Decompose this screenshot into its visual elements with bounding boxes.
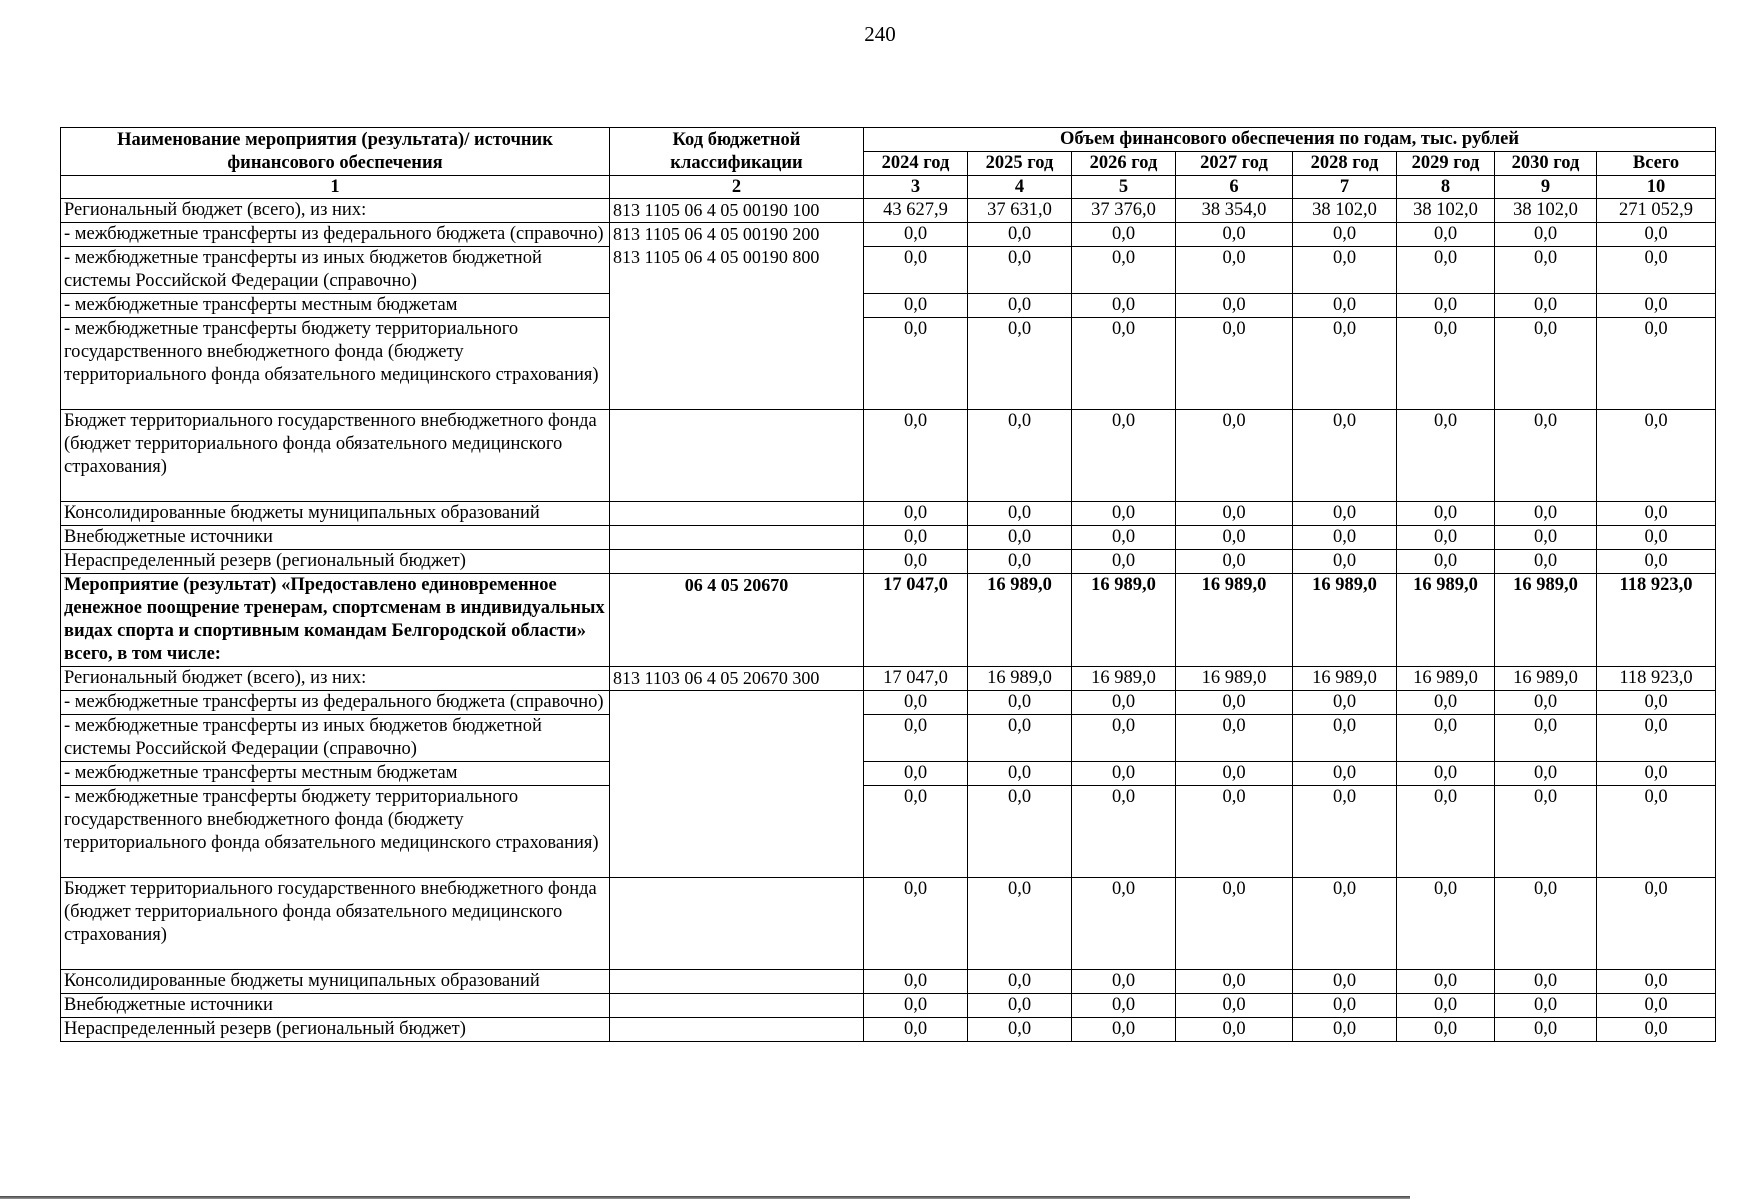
- total-value: 0,0: [1597, 878, 1716, 970]
- year-value: 43 627,9: [864, 199, 968, 223]
- year-value: 0,0: [1495, 223, 1597, 247]
- year-value: 0,0: [968, 715, 1072, 762]
- year-value: 16 989,0: [1397, 667, 1495, 691]
- row-name: Бюджет территориального государственного внебюджетного фонда (бюджет территориального фонда обязательного медицинского страхования): [61, 410, 610, 502]
- total-value: 0,0: [1597, 1018, 1716, 1042]
- year-value: 37 376,0: [1072, 199, 1176, 223]
- table-row: [61, 502, 1716, 526]
- year-value: 0,0: [1397, 970, 1495, 994]
- row-name: - межбюджетные трансферты из иных бюджетов бюджетной системы Российской Федерации (справочно): [61, 247, 610, 294]
- table-row: [61, 318, 1716, 410]
- year-value: 0,0: [1293, 970, 1397, 994]
- year-value: 16 989,0: [1072, 667, 1176, 691]
- year-value: 38 102,0: [1293, 199, 1397, 223]
- year-value: 0,0: [1495, 526, 1597, 550]
- row-name: Внебюджетные источники: [61, 994, 610, 1018]
- year-value: 0,0: [1293, 294, 1397, 318]
- year-value: 0,0: [1176, 691, 1293, 715]
- column-index: 10: [1597, 176, 1716, 199]
- row-name: - межбюджетные трансферты местным бюджетам: [61, 762, 610, 786]
- year-value: 38 102,0: [1495, 199, 1597, 223]
- year-value: 0,0: [968, 691, 1072, 715]
- table-row: [61, 667, 1716, 691]
- year-value: 0,0: [1072, 970, 1176, 994]
- year-value: 0,0: [1072, 715, 1176, 762]
- year-value: 38 102,0: [1397, 199, 1495, 223]
- year-value: 0,0: [1397, 691, 1495, 715]
- year-value: 0,0: [1293, 550, 1397, 574]
- total-value: 0,0: [1597, 410, 1716, 502]
- table-row: [61, 994, 1716, 1018]
- total-value: 118 923,0: [1597, 574, 1716, 667]
- year-value: 0,0: [864, 294, 968, 318]
- year-value: 16 989,0: [1176, 574, 1293, 667]
- year-value: 0,0: [1397, 550, 1495, 574]
- year-value: 0,0: [1495, 786, 1597, 878]
- year-value: 0,0: [1072, 994, 1176, 1018]
- year-value: 0,0: [1293, 762, 1397, 786]
- total-value: 271 052,9: [1597, 199, 1716, 223]
- year-value: 0,0: [1176, 762, 1293, 786]
- year-value: 0,0: [968, 526, 1072, 550]
- year-value: 0,0: [1293, 786, 1397, 878]
- year-value: 0,0: [968, 994, 1072, 1018]
- budget-code-empty: [610, 994, 864, 1018]
- total-value: 0,0: [1597, 294, 1716, 318]
- year-value: 0,0: [864, 994, 968, 1018]
- year-value: 0,0: [1176, 318, 1293, 410]
- year-value: 0,0: [1397, 318, 1495, 410]
- year-value: 0,0: [1397, 502, 1495, 526]
- financing-table: [60, 127, 1716, 1042]
- column-index: 6: [1176, 176, 1293, 199]
- year-value: 0,0: [864, 550, 968, 574]
- year-value: 0,0: [1495, 878, 1597, 970]
- year-value: 0,0: [1176, 502, 1293, 526]
- year-value: 0,0: [1397, 410, 1495, 502]
- year-value: 0,0: [1397, 294, 1495, 318]
- year-value: 0,0: [864, 223, 968, 247]
- row-name: - межбюджетные трансферты бюджету территориального государственного внебюджетного фонда (бюджету территориального фонда обязательного медицинского страхования): [61, 318, 610, 410]
- year-value: 0,0: [968, 247, 1072, 294]
- year-value: 0,0: [1072, 223, 1176, 247]
- year-value: 0,0: [968, 762, 1072, 786]
- budget-code-empty: [610, 410, 864, 502]
- row-name: - межбюджетные трансферты из иных бюджетов бюджетной системы Российской Федерации (справочно): [61, 715, 610, 762]
- year-value: 16 989,0: [1176, 667, 1293, 691]
- column-index: 3: [864, 176, 968, 199]
- header-year: 2024 год: [864, 152, 968, 176]
- year-value: 16 989,0: [968, 574, 1072, 667]
- year-value: 0,0: [1397, 762, 1495, 786]
- budget-code: 813 1105 06 4 05 00190 200: [613, 224, 820, 244]
- year-value: 17 047,0: [864, 667, 968, 691]
- year-value: 37 631,0: [968, 199, 1072, 223]
- total-value: 0,0: [1597, 786, 1716, 878]
- year-value: 16 989,0: [1072, 574, 1176, 667]
- year-value: 16 989,0: [1495, 667, 1597, 691]
- year-value: 0,0: [1176, 410, 1293, 502]
- year-value: 0,0: [864, 878, 968, 970]
- year-value: 0,0: [968, 318, 1072, 410]
- year-value: 0,0: [1495, 294, 1597, 318]
- budget-code: 813 1105 06 4 05 00190 800: [613, 247, 820, 267]
- header-year: 2027 год: [1176, 152, 1293, 176]
- year-value: 0,0: [1495, 410, 1597, 502]
- row-name: Региональный бюджет (всего), из них:: [61, 199, 610, 223]
- year-value: 0,0: [864, 786, 968, 878]
- row-name: Консолидированные бюджеты муниципальных образований: [61, 502, 610, 526]
- budget-code-empty: [610, 550, 864, 574]
- table-row: [61, 526, 1716, 550]
- budget-code: 813 1105 06 4 05 00190 100: [610, 199, 864, 223]
- year-value: 0,0: [1176, 994, 1293, 1018]
- measure-name: Мероприятие (результат) «Предоставлено единовременное денежное поощрение тренерам, спортсменам в индивидуальных видах спорта и спортивным командам Белгородской области» всего, в том числе:: [61, 574, 610, 667]
- header-name: Наименование мероприятия (результата)/ источник финансового обеспечения: [61, 128, 610, 176]
- row-name: Внебюджетные источники: [61, 526, 610, 550]
- row-name: Нераспределенный резерв (региональный бюджет): [61, 550, 610, 574]
- year-value: 0,0: [1176, 786, 1293, 878]
- year-value: 0,0: [1397, 247, 1495, 294]
- year-value: 0,0: [864, 247, 968, 294]
- year-value: 0,0: [1293, 247, 1397, 294]
- table-header: [61, 128, 1716, 199]
- year-value: 0,0: [1176, 526, 1293, 550]
- year-value: 0,0: [968, 502, 1072, 526]
- year-value: 16 989,0: [1495, 574, 1597, 667]
- year-value: 0,0: [1176, 970, 1293, 994]
- year-value: 0,0: [1072, 410, 1176, 502]
- column-index: 2: [610, 176, 864, 199]
- row-name: - межбюджетные трансферты местным бюджетам: [61, 294, 610, 318]
- year-value: 0,0: [1072, 1018, 1176, 1042]
- year-value: 38 354,0: [1176, 199, 1293, 223]
- year-value: 0,0: [1176, 223, 1293, 247]
- year-value: 0,0: [1495, 1018, 1597, 1042]
- year-value: 0,0: [1072, 691, 1176, 715]
- year-value: 0,0: [1072, 878, 1176, 970]
- year-value: 0,0: [864, 715, 968, 762]
- year-value: 0,0: [1176, 878, 1293, 970]
- year-value: 0,0: [1397, 878, 1495, 970]
- page-number: 240: [864, 22, 896, 46]
- year-value: 0,0: [968, 294, 1072, 318]
- year-value: 0,0: [968, 1018, 1072, 1042]
- year-value: 0,0: [968, 410, 1072, 502]
- measure-row: [61, 574, 1716, 667]
- year-value: 0,0: [1072, 762, 1176, 786]
- budget-code-empty: [610, 1018, 864, 1042]
- header-year: 2026 год: [1072, 152, 1176, 176]
- row-name: Бюджет территориального государственного внебюджетного фонда (бюджет территориального фонда обязательного медицинского страхования): [61, 878, 610, 970]
- table-row: [61, 294, 1716, 318]
- table-row: [61, 550, 1716, 574]
- year-value: 0,0: [1072, 318, 1176, 410]
- year-value: 0,0: [1397, 994, 1495, 1018]
- year-value: 0,0: [1495, 318, 1597, 410]
- year-value: 0,0: [1176, 715, 1293, 762]
- year-value: 0,0: [1293, 994, 1397, 1018]
- row-name: - межбюджетные трансферты из федерального бюджета (справочно): [61, 691, 610, 715]
- table-row: [61, 223, 1716, 247]
- column-index: 9: [1495, 176, 1597, 199]
- year-value: 0,0: [864, 318, 968, 410]
- header-year: 2030 год: [1495, 152, 1597, 176]
- budget-code-empty: [610, 970, 864, 994]
- year-value: 0,0: [1397, 786, 1495, 878]
- header-year: 2028 год: [1293, 152, 1397, 176]
- header-year: 2025 год: [968, 152, 1072, 176]
- total-value: 0,0: [1597, 994, 1716, 1018]
- year-value: 0,0: [1293, 526, 1397, 550]
- year-value: 0,0: [1293, 1018, 1397, 1042]
- total-value: 0,0: [1597, 318, 1716, 410]
- year-value: 0,0: [864, 762, 968, 786]
- row-name: - межбюджетные трансферты из федерального бюджета (справочно): [61, 223, 610, 247]
- budget-code: 813 1103 06 4 05 20670 300: [610, 667, 864, 691]
- year-value: 0,0: [1397, 526, 1495, 550]
- total-value: 0,0: [1597, 247, 1716, 294]
- table-body: [61, 199, 1716, 1042]
- year-value: 0,0: [1293, 715, 1397, 762]
- total-value: 0,0: [1597, 762, 1716, 786]
- header-volume: Объем финансового обеспечения по годам, тыс. рублей: [864, 128, 1716, 152]
- year-value: 0,0: [864, 1018, 968, 1042]
- header-code: Код бюджетной классификации: [610, 128, 864, 176]
- year-value: 0,0: [968, 786, 1072, 878]
- year-value: 0,0: [1495, 691, 1597, 715]
- table-row: [61, 247, 1716, 294]
- year-value: 0,0: [1072, 502, 1176, 526]
- year-value: 0,0: [1176, 247, 1293, 294]
- year-value: 0,0: [1293, 223, 1397, 247]
- year-value: 0,0: [1397, 1018, 1495, 1042]
- header-year: 2029 год: [1397, 152, 1495, 176]
- measure-code: 06 4 05 20670: [610, 574, 864, 667]
- column-index: 4: [968, 176, 1072, 199]
- budget-code-empty: [610, 878, 864, 970]
- year-value: 0,0: [864, 410, 968, 502]
- budget-code-group: [610, 223, 864, 410]
- table-row: [61, 691, 1716, 715]
- year-value: 0,0: [1293, 878, 1397, 970]
- year-value: 16 989,0: [1293, 574, 1397, 667]
- year-value: 0,0: [1495, 762, 1597, 786]
- year-value: 0,0: [864, 691, 968, 715]
- year-value: 0,0: [1293, 502, 1397, 526]
- year-value: 0,0: [1072, 247, 1176, 294]
- year-value: 0,0: [968, 970, 1072, 994]
- table-row: [61, 762, 1716, 786]
- column-index: 5: [1072, 176, 1176, 199]
- year-value: 0,0: [1293, 410, 1397, 502]
- table-row: [61, 1018, 1716, 1042]
- column-index: 7: [1293, 176, 1397, 199]
- total-value: 0,0: [1597, 970, 1716, 994]
- table-row: [61, 878, 1716, 970]
- table-row: [61, 715, 1716, 762]
- footer-rule: [0, 1196, 1410, 1199]
- year-value: 0,0: [864, 526, 968, 550]
- year-value: 0,0: [968, 223, 1072, 247]
- year-value: 0,0: [968, 878, 1072, 970]
- total-value: 0,0: [1597, 550, 1716, 574]
- table-row: [61, 970, 1716, 994]
- table-row: [61, 410, 1716, 502]
- year-value: 0,0: [864, 970, 968, 994]
- year-value: 0,0: [1397, 715, 1495, 762]
- year-value: 16 989,0: [968, 667, 1072, 691]
- column-index-row: [61, 176, 1716, 199]
- year-value: 16 989,0: [1397, 574, 1495, 667]
- budget-code-empty: [610, 502, 864, 526]
- row-name: Консолидированные бюджеты муниципальных образований: [61, 970, 610, 994]
- total-value: 118 923,0: [1597, 667, 1716, 691]
- year-value: 0,0: [1495, 502, 1597, 526]
- total-value: 0,0: [1597, 502, 1716, 526]
- year-value: 17 047,0: [864, 574, 968, 667]
- header-total: Всего: [1597, 152, 1716, 176]
- table-row: [61, 199, 1716, 223]
- year-value: 0,0: [1397, 223, 1495, 247]
- total-value: 0,0: [1597, 691, 1716, 715]
- row-name: - межбюджетные трансферты бюджету территориального государственного внебюджетного фонда (бюджету территориального фонда обязательного медицинского страхования): [61, 786, 610, 878]
- year-value: 0,0: [1176, 550, 1293, 574]
- year-value: 0,0: [1495, 994, 1597, 1018]
- total-value: 0,0: [1597, 223, 1716, 247]
- year-value: 0,0: [1176, 1018, 1293, 1042]
- year-value: 0,0: [864, 502, 968, 526]
- budget-code-empty: [610, 691, 864, 878]
- year-value: 0,0: [1495, 715, 1597, 762]
- year-value: 0,0: [1072, 294, 1176, 318]
- year-value: 0,0: [1176, 294, 1293, 318]
- year-value: 0,0: [1495, 247, 1597, 294]
- column-index: 1: [61, 176, 610, 199]
- budget-code-empty: [610, 526, 864, 550]
- year-value: 0,0: [1072, 550, 1176, 574]
- row-name: Региональный бюджет (всего), из них:: [61, 667, 610, 691]
- row-name: Нераспределенный резерв (региональный бюджет): [61, 1018, 610, 1042]
- year-value: 0,0: [1495, 970, 1597, 994]
- year-value: 16 989,0: [1293, 667, 1397, 691]
- table-row: [61, 786, 1716, 878]
- total-value: 0,0: [1597, 715, 1716, 762]
- year-value: 0,0: [968, 550, 1072, 574]
- year-value: 0,0: [1072, 526, 1176, 550]
- year-value: 0,0: [1293, 691, 1397, 715]
- year-value: 0,0: [1072, 786, 1176, 878]
- year-value: 0,0: [1293, 318, 1397, 410]
- total-value: 0,0: [1597, 526, 1716, 550]
- column-index: 8: [1397, 176, 1495, 199]
- year-value: 0,0: [1495, 550, 1597, 574]
